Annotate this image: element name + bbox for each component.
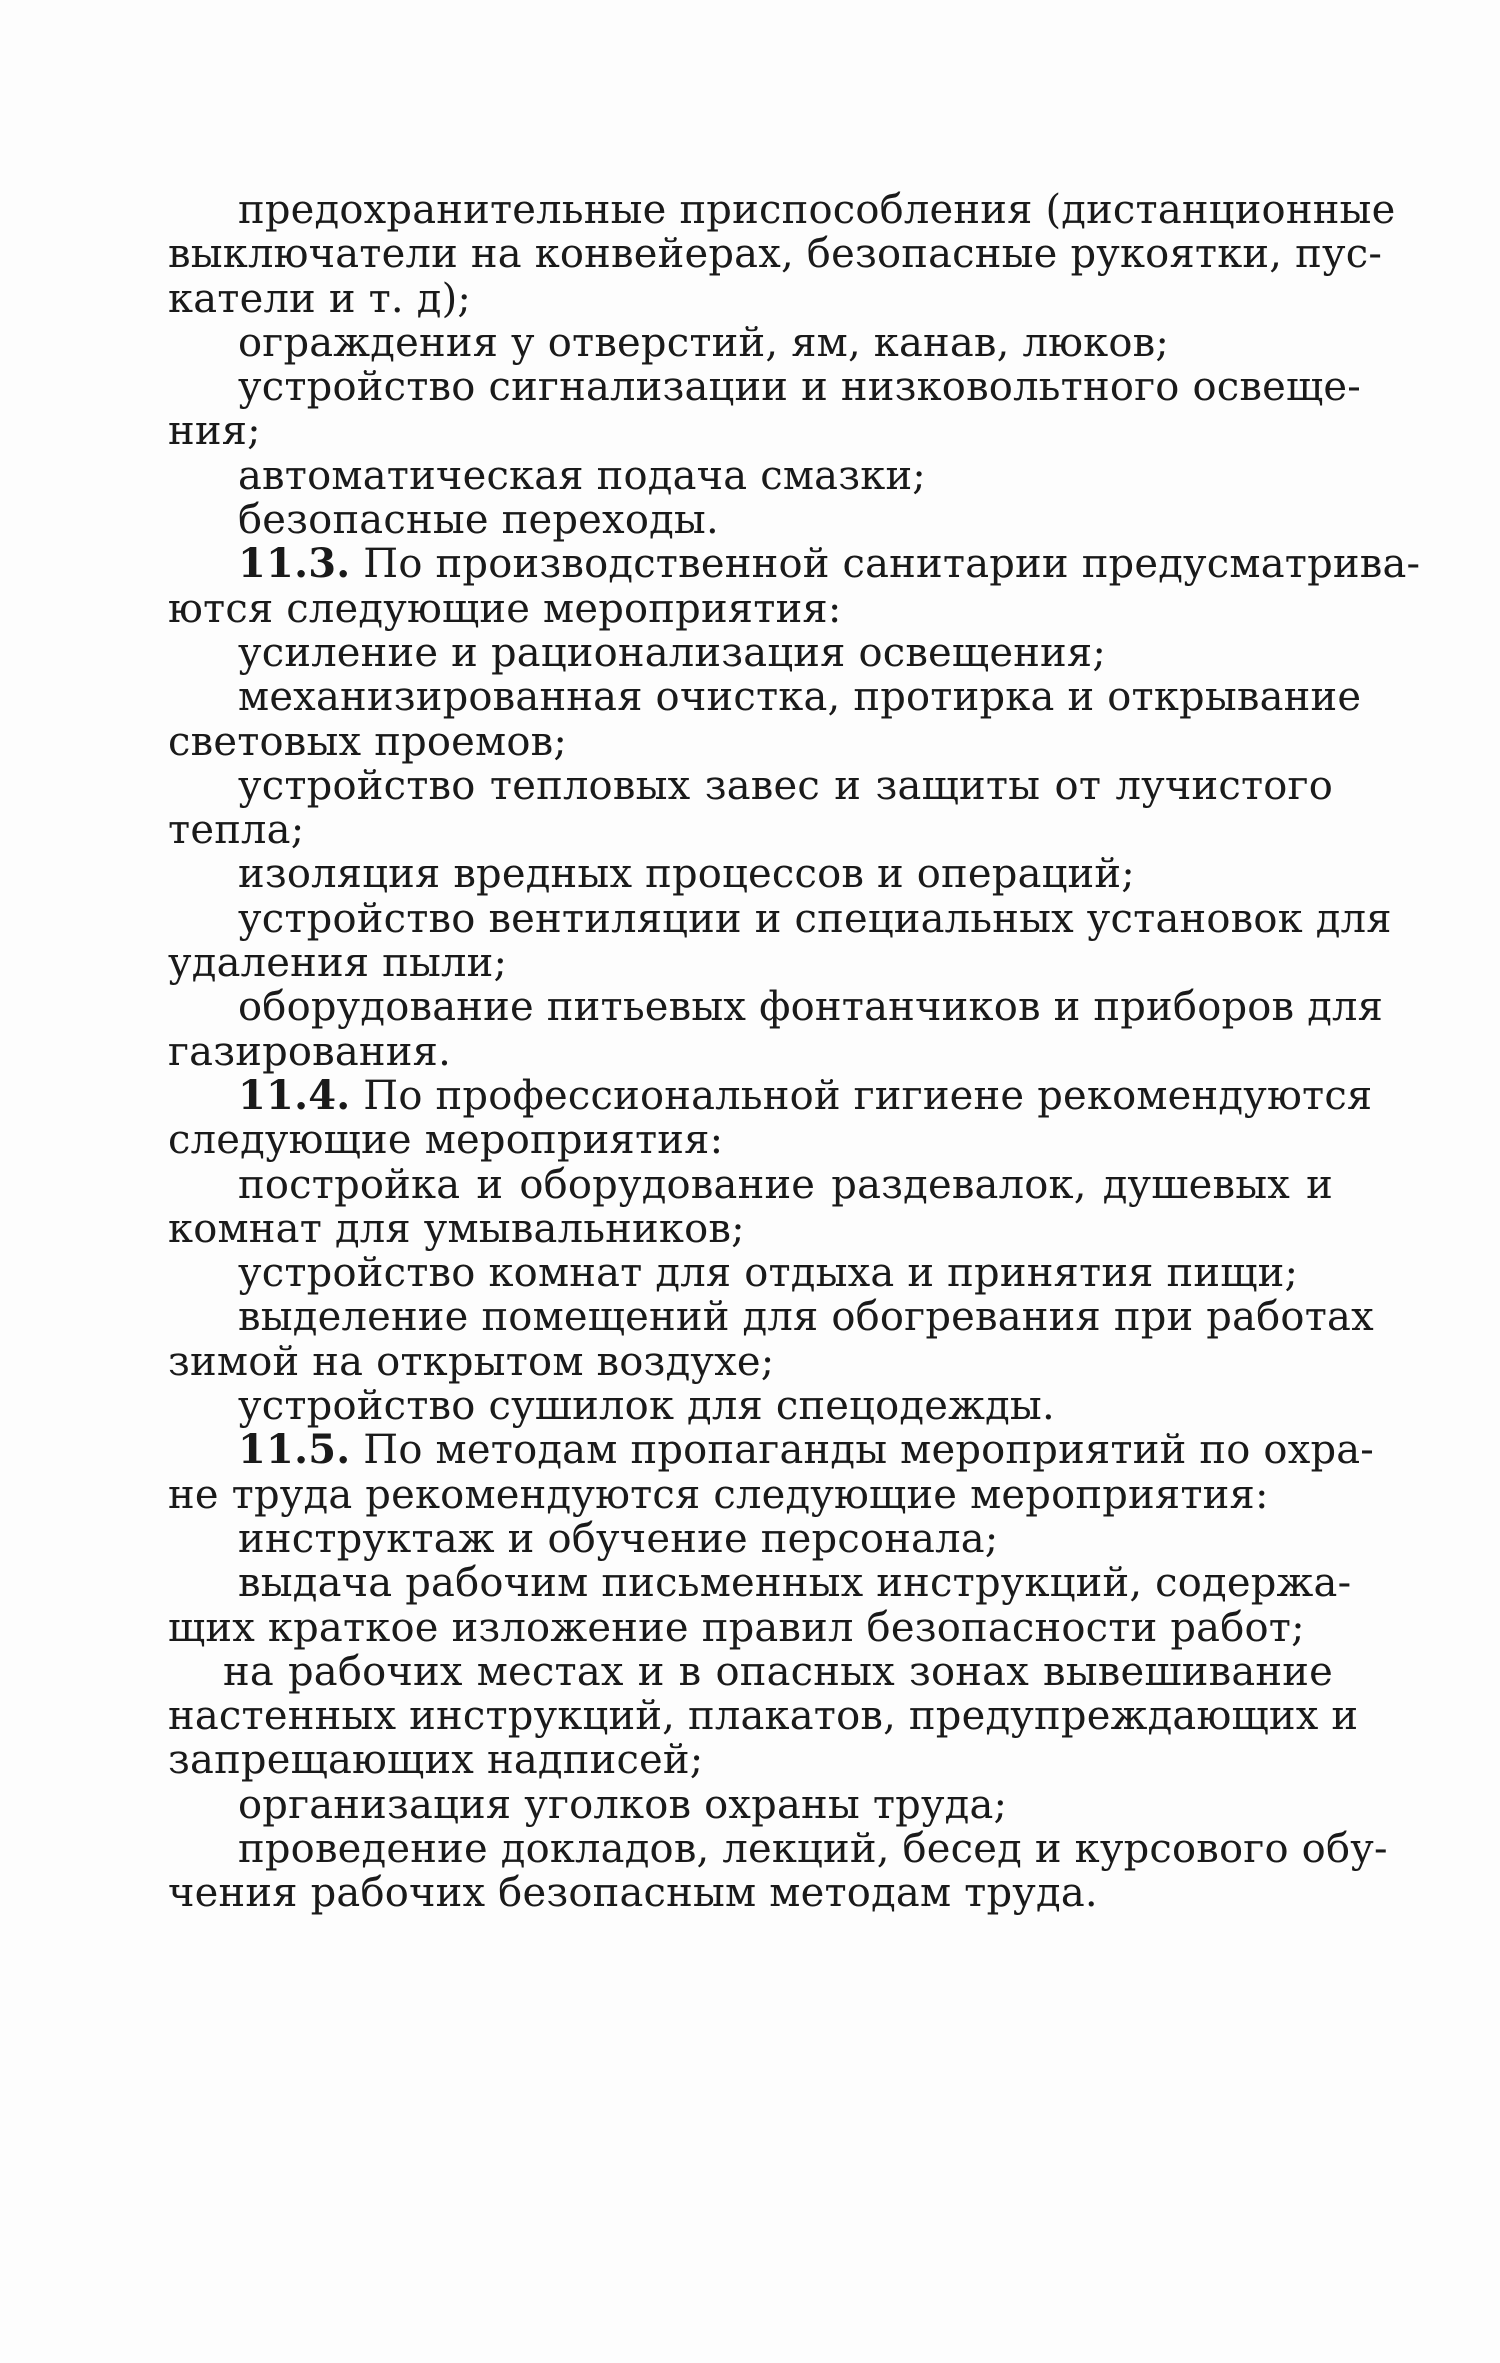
line-text: ограждения у отверстий, ям, канав, люков; (238, 319, 1169, 366)
section-first-line (168, 1071, 1373, 1119)
text-line (168, 1163, 1333, 1207)
line-text: выдача рабочим письменных инструкций, содержа- (238, 1560, 1352, 1607)
line-text: устройство вентиляции и специальных установок для (238, 895, 1392, 942)
line-text: тепла; (168, 807, 305, 854)
line-text: безопасные переходы. (238, 497, 719, 544)
text-line (168, 1030, 1333, 1074)
text-line (168, 895, 1392, 942)
text-line (168, 587, 1333, 631)
text-line (168, 808, 1333, 852)
text-line (168, 277, 1333, 321)
line-text: выделение помещений для обогревания при работах (238, 1294, 1374, 1341)
text-line (168, 720, 1333, 764)
line-text: ния; (168, 408, 261, 455)
text-line (168, 674, 1362, 721)
text-line (168, 409, 1333, 453)
text-line (168, 984, 1384, 1031)
line-text: следующие мероприятия: (168, 1117, 724, 1164)
line-text: удаления пыли; (168, 940, 508, 987)
text-line (168, 1560, 1352, 1607)
line-text: устройство сушилок для спецодежды. (238, 1383, 1055, 1430)
text-line (168, 764, 1333, 808)
text-line (168, 1783, 1333, 1827)
line-text: механизированная очистка, протирка и открывание (238, 674, 1362, 721)
line-text: газирования. (168, 1028, 452, 1075)
text-line (168, 364, 1361, 411)
line-text: автоматическая подача смазки; (238, 452, 926, 499)
line-text: не труда рекомендуются следующие мероприятия: (168, 1471, 1269, 1518)
text-line (168, 1340, 1333, 1384)
text-line (168, 1738, 1333, 1782)
line-text: изоляция вредных процессов и операций; (238, 851, 1135, 898)
line-text: устройство сигнализации и низковольтного освеще- (238, 364, 1361, 411)
section-first-line (168, 540, 1421, 588)
text-line (168, 1693, 1359, 1740)
line-text: комнат для умывальников; (168, 1205, 745, 1252)
text-line (168, 498, 1333, 542)
line-text: запрещающих надписей; (168, 1737, 704, 1784)
line-text: предохранительные приспособления (дистанционные (238, 187, 1396, 233)
line-text: По производственной санитарии предусматрива- (350, 541, 1421, 588)
text-line (168, 1294, 1374, 1341)
text-line (168, 1825, 1388, 1872)
line-text: организация уголков охраны труда; (238, 1781, 1008, 1828)
text-line (168, 1251, 1333, 1295)
line-text: устройство комнат для отдыха и принятия пищи; (238, 1250, 1299, 1297)
line-text: катели и т. д); (168, 275, 472, 322)
line-text: устройство тепловых завес и защиты от лучистого (238, 762, 1333, 809)
text-line (168, 1650, 1333, 1694)
line-text: постройка и оборудование раздевалок, душевых и (238, 1161, 1333, 1208)
text-line (168, 1473, 1333, 1517)
line-text: выключатели на конвейерах, безопасные рукоятки, пус- (168, 231, 1383, 278)
line-text: на рабочих местах и в опасных зонах вывешивание (223, 1648, 1333, 1695)
text-line (168, 1118, 1333, 1162)
line-text: оборудование питьевых фонтанчиков и приборов для (238, 984, 1384, 1031)
line-text: чения рабочих безопасным методам труда. (168, 1870, 1098, 1917)
text-line (168, 941, 1333, 985)
text-line (168, 1207, 1333, 1251)
text-line (168, 321, 1333, 365)
text-line (168, 1871, 1333, 1915)
line-text: зимой на открытом воздухе; (168, 1338, 775, 1385)
line-text: усиление и рационализация освещения; (238, 629, 1107, 676)
section-number: 11.3. (238, 540, 351, 588)
text-line (168, 454, 1333, 498)
text-line (168, 1384, 1333, 1428)
body-text (168, 187, 1421, 1917)
section-number: 11.4. (238, 1071, 351, 1119)
section-number: 11.5. (238, 1426, 351, 1474)
line-text: По методам пропаганды мероприятий по охра- (350, 1427, 1375, 1474)
text-line (168, 1517, 1333, 1561)
line-text: проведение докладов, лекций, бесед и курсового обу- (238, 1825, 1388, 1872)
line-text: ются следующие мероприятия: (168, 585, 842, 632)
line-text: инструктаж и обучение персонала; (238, 1515, 999, 1562)
line-text: щих краткое изложение правил безопасности работ; (168, 1604, 1305, 1651)
line-text: По профессиональной гигиене рекомендуются (350, 1072, 1373, 1119)
text-line (168, 231, 1383, 278)
text-line (168, 631, 1333, 675)
line-text: световых проемов; (168, 718, 568, 765)
text-line (168, 852, 1333, 896)
text-line (168, 187, 1396, 233)
text-line (168, 1606, 1333, 1650)
line-text: настенных инструкций, плакатов, предупреждающих и (168, 1693, 1359, 1740)
section-first-line (168, 1426, 1375, 1474)
